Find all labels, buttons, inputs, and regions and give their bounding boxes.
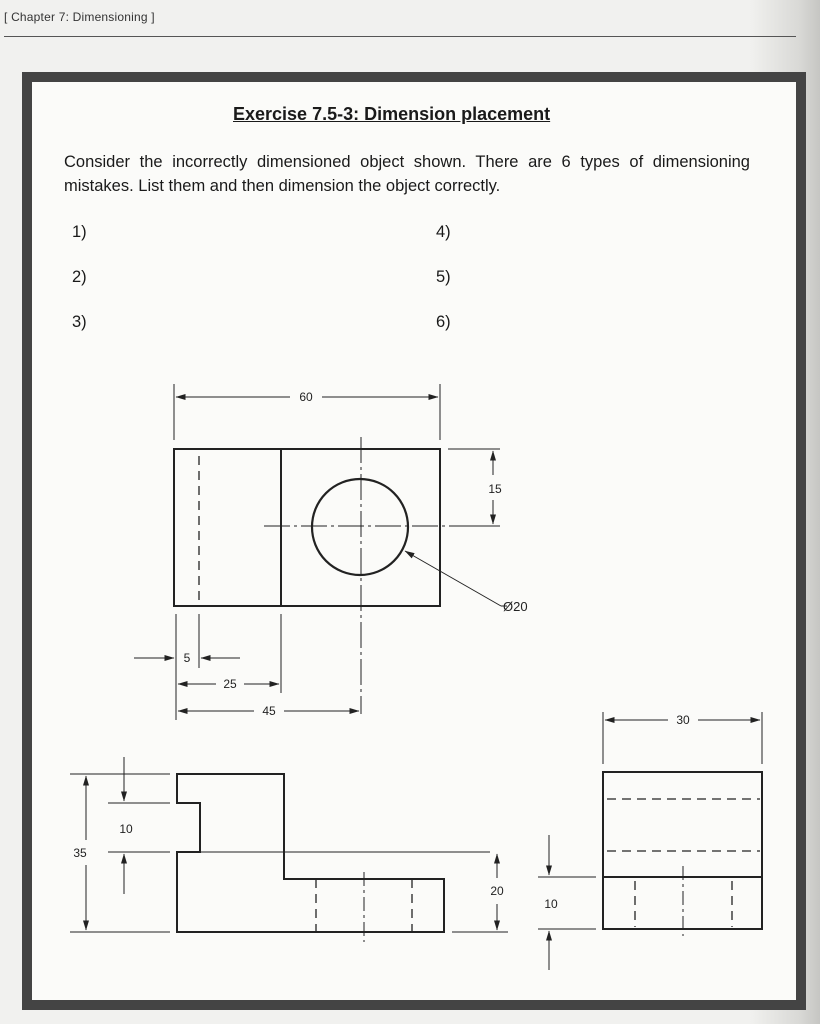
dim-label-45: 45 [262,704,276,718]
dim-label-60: 60 [299,390,313,404]
front-view [177,774,490,942]
dim-label-30: 30 [676,713,690,727]
answer-item-5: 5) [436,268,451,286]
hole-circle [312,479,408,575]
dim-label-diameter-20: Ø20 [503,599,528,614]
dim-offsets-bottom [134,614,359,720]
answer-item-4: 4) [436,223,451,241]
dim-label-10-left: 10 [119,822,133,836]
exercise-title: Exercise 7.5-3: Dimension placement [233,104,551,124]
answer-item-6: 6) [436,313,451,331]
dim-label-10-right: 10 [544,897,558,911]
answer-item-3: 3) [72,313,87,331]
answer-item-1: 1) [72,223,87,241]
dim-label-35: 35 [73,846,87,860]
chapter-header: [ Chapter 7: Dimensioning ] [4,10,155,24]
dim-label-25: 25 [223,677,237,691]
dim-label-15: 15 [488,482,502,496]
top-view [174,437,507,714]
exercise-instructions: Consider the incorrectly dimensioned object shown. There are 6 types of dimensioning mistakes. List them and then dimension the object correctly. [64,153,750,195]
dim-label-5: 5 [183,651,191,665]
dim-left-heights [70,757,170,932]
side-view [603,772,762,936]
dim-label-20: 20 [490,884,504,898]
answer-item-2: 2) [72,268,87,286]
